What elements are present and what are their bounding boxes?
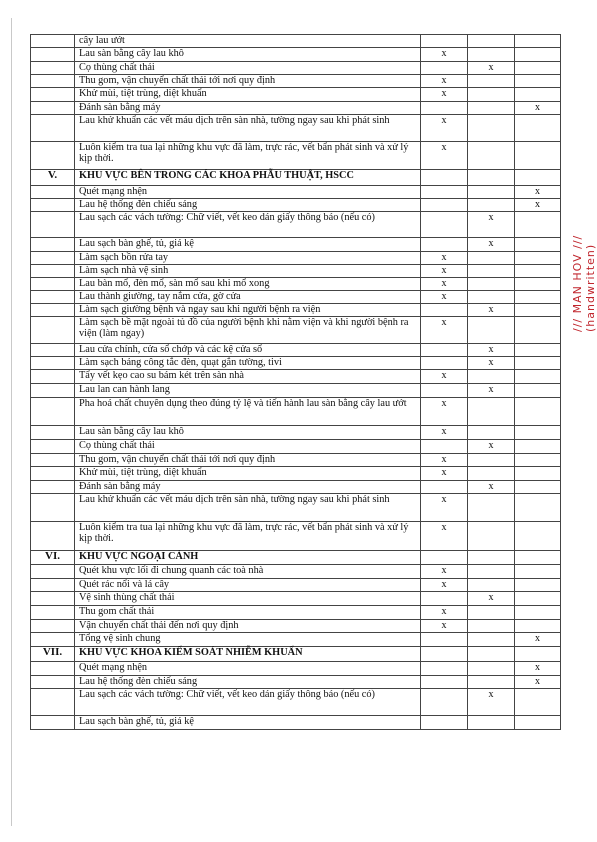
section-number-cell — [31, 264, 75, 277]
frequency-mark-col2 — [468, 675, 515, 688]
table-row — [31, 35, 561, 48]
frequency-mark-col2: x — [468, 439, 515, 453]
table-row — [31, 493, 561, 521]
frequency-mark-col1 — [421, 211, 468, 237]
frequency-mark-col3 — [515, 141, 561, 169]
table-row — [31, 466, 561, 480]
frequency-mark-col2: x — [468, 688, 515, 715]
frequency-mark-col2 — [468, 578, 515, 591]
frequency-mark-col3 — [515, 466, 561, 480]
table-row — [31, 521, 561, 550]
task-description-cell: Lau sạch các vách tường: Chữ viết, vết keo dán giấy thông báo (nếu có) — [75, 211, 421, 237]
frequency-mark-col1: x — [421, 114, 468, 141]
frequency-mark-col1: x — [421, 619, 468, 632]
section-title-cell: KHU VỰC BÊN TRONG CÁC KHOA PHẪU THUẬT, HSCC — [75, 169, 421, 185]
frequency-mark-col3 — [515, 619, 561, 632]
frequency-mark-col1 — [421, 715, 468, 729]
frequency-mark-col3: x — [515, 661, 561, 675]
section-number-cell: VI. — [31, 550, 75, 564]
frequency-mark-col1 — [421, 675, 468, 688]
frequency-mark-col3: x — [515, 185, 561, 198]
frequency-mark-col2 — [468, 290, 515, 303]
frequency-mark-col3 — [515, 521, 561, 550]
task-description-cell: Luôn kiểm tra tua lại những khu vực đã làm, trực rác, vết bẩn phát sinh và xử lý kịp thời. — [75, 141, 421, 169]
task-description-cell: Quét rác nổi và lá cây — [75, 578, 421, 591]
frequency-mark-col1: x — [421, 578, 468, 591]
section-number-cell — [31, 715, 75, 729]
task-description-cell: Lau hệ thống đèn chiếu sáng — [75, 675, 421, 688]
frequency-mark-col1 — [421, 439, 468, 453]
table-row — [31, 439, 561, 453]
table-row — [31, 47, 561, 61]
frequency-mark-col3 — [515, 303, 561, 316]
frequency-mark-col3: x — [515, 101, 561, 114]
table-row — [31, 211, 561, 237]
table-row — [31, 480, 561, 493]
task-description-cell: Lau sàn bằng cây lau khô — [75, 47, 421, 61]
section-number-cell — [31, 564, 75, 578]
frequency-mark-col1 — [421, 35, 468, 48]
frequency-mark-col1: x — [421, 466, 468, 480]
frequency-mark-col2 — [468, 101, 515, 114]
section-number-cell — [31, 251, 75, 264]
task-description-cell: Quét khu vực lối đi chung quanh các toà nhà — [75, 564, 421, 578]
section-number-cell — [31, 277, 75, 290]
section-number-cell — [31, 688, 75, 715]
frequency-mark-col3 — [515, 688, 561, 715]
section-number-cell — [31, 493, 75, 521]
section-number-cell — [31, 397, 75, 425]
table-row — [31, 251, 561, 264]
frequency-mark-col2 — [468, 661, 515, 675]
frequency-mark-col2: x — [468, 591, 515, 605]
table-row — [31, 369, 561, 383]
frequency-mark-col2: x — [468, 61, 515, 74]
frequency-mark-col1: x — [421, 264, 468, 277]
table-row — [31, 605, 561, 619]
frequency-mark-col2 — [468, 605, 515, 619]
binding-margin-line — [11, 18, 12, 826]
frequency-mark-col3 — [515, 251, 561, 264]
table-row — [31, 675, 561, 688]
task-description-cell: Tổng vệ sinh chung — [75, 632, 421, 646]
task-description-cell: Cọ thùng chất thải — [75, 61, 421, 74]
task-description-cell: Đánh sàn bằng máy — [75, 101, 421, 114]
frequency-mark-col1 — [421, 632, 468, 646]
frequency-mark-col1 — [421, 237, 468, 251]
task-description-cell: Làm sạch bảng công tắc đèn, quạt gắn tường, tivi — [75, 356, 421, 369]
frequency-mark-col1 — [421, 591, 468, 605]
frequency-mark-col2 — [468, 397, 515, 425]
task-description-cell: Lau thành giường, tay nắm cửa, gờ cửa — [75, 290, 421, 303]
frequency-mark-col1: x — [421, 316, 468, 343]
frequency-mark-col3 — [515, 74, 561, 87]
section-row — [31, 646, 561, 661]
table-row — [31, 661, 561, 675]
task-description-cell: Lau sạch bàn ghế, tủ, giá kệ — [75, 715, 421, 729]
section-number-cell — [31, 466, 75, 480]
frequency-mark-col3 — [515, 211, 561, 237]
frequency-mark-col3 — [515, 646, 561, 661]
frequency-mark-col3 — [515, 550, 561, 564]
frequency-mark-col2 — [468, 251, 515, 264]
table-row — [31, 688, 561, 715]
task-description-cell: Quét mạng nhện — [75, 661, 421, 675]
section-number-cell — [31, 383, 75, 397]
frequency-mark-col2: x — [468, 237, 515, 251]
frequency-mark-col1: x — [421, 369, 468, 383]
table-row — [31, 114, 561, 141]
frequency-mark-col1: x — [421, 277, 468, 290]
frequency-mark-col3: x — [515, 198, 561, 211]
task-description-cell: Thu gom chất thải — [75, 605, 421, 619]
section-title-cell: KHU VỰC NGOẠI CẢNH — [75, 550, 421, 564]
section-number-cell: V. — [31, 169, 75, 185]
frequency-mark-col1 — [421, 185, 468, 198]
frequency-mark-col3 — [515, 290, 561, 303]
frequency-mark-col3 — [515, 397, 561, 425]
table-row — [31, 316, 561, 343]
section-number-cell — [31, 101, 75, 114]
frequency-mark-col1: x — [421, 47, 468, 61]
frequency-mark-col2 — [468, 198, 515, 211]
task-description-cell: Đánh sàn bằng máy — [75, 480, 421, 493]
task-description-cell: Thu gom, vận chuyển chất thải tới nơi quy định — [75, 453, 421, 466]
task-description-cell: Khử mùi, tiệt trùng, diệt khuẩn — [75, 466, 421, 480]
section-number-cell — [31, 425, 75, 439]
frequency-mark-col3 — [515, 35, 561, 48]
table-row — [31, 141, 561, 169]
table-row — [31, 425, 561, 439]
frequency-mark-col3 — [515, 264, 561, 277]
frequency-mark-col1 — [421, 480, 468, 493]
section-number-cell — [31, 480, 75, 493]
task-description-cell: Lau khử khuẩn các vết máu dịch trên sàn nhà, tường ngay sau khi phát sinh — [75, 493, 421, 521]
section-number-cell — [31, 369, 75, 383]
table-row — [31, 185, 561, 198]
frequency-mark-col2: x — [468, 383, 515, 397]
frequency-mark-col3 — [515, 425, 561, 439]
task-description-cell: Lau lan can hành lang — [75, 383, 421, 397]
section-number-cell — [31, 619, 75, 632]
frequency-mark-col1: x — [421, 290, 468, 303]
task-description-cell: Làm sạch bồn rửa tay — [75, 251, 421, 264]
frequency-mark-col2 — [468, 316, 515, 343]
table-body — [31, 35, 561, 730]
table-row — [31, 237, 561, 251]
section-number-cell — [31, 453, 75, 466]
frequency-mark-col3 — [515, 578, 561, 591]
table-row — [31, 290, 561, 303]
frequency-mark-col3 — [515, 169, 561, 185]
frequency-mark-col1 — [421, 169, 468, 185]
section-number-cell — [31, 61, 75, 74]
table-row — [31, 619, 561, 632]
frequency-mark-col3 — [515, 47, 561, 61]
table-row — [31, 564, 561, 578]
section-number-cell — [31, 439, 75, 453]
frequency-mark-col2 — [468, 453, 515, 466]
frequency-mark-col2 — [468, 169, 515, 185]
frequency-mark-col2: x — [468, 211, 515, 237]
frequency-mark-col3 — [515, 277, 561, 290]
frequency-mark-col1 — [421, 688, 468, 715]
frequency-mark-col1: x — [421, 397, 468, 425]
frequency-mark-col3 — [515, 439, 561, 453]
task-description-cell: Làm sạch nhà vệ sinh — [75, 264, 421, 277]
table-row — [31, 87, 561, 101]
table-row — [31, 303, 561, 316]
section-number-cell — [31, 290, 75, 303]
frequency-mark-col2 — [468, 47, 515, 61]
frequency-mark-col1 — [421, 198, 468, 211]
task-description-cell: Lau sạch bàn ghế, tủ, giá kệ — [75, 237, 421, 251]
section-number-cell — [31, 578, 75, 591]
task-description-cell: Luôn kiểm tra tua lại những khu vực đã làm, trực rác, vết bẩn phát sinh và xử lý kịp thời. — [75, 521, 421, 550]
section-number-cell — [31, 141, 75, 169]
task-description-cell: Lau cửa chính, cửa sổ chớp và các kệ cửa sổ — [75, 343, 421, 356]
frequency-mark-col3 — [515, 237, 561, 251]
task-description-cell: Quét mạng nhện — [75, 185, 421, 198]
frequency-mark-col1 — [421, 101, 468, 114]
table-row — [31, 578, 561, 591]
frequency-mark-col3 — [515, 591, 561, 605]
section-number-cell — [31, 185, 75, 198]
frequency-mark-col1: x — [421, 493, 468, 521]
frequency-mark-col3 — [515, 605, 561, 619]
frequency-mark-col2 — [468, 264, 515, 277]
frequency-mark-col2 — [468, 35, 515, 48]
frequency-mark-col2 — [468, 425, 515, 439]
section-number-cell — [31, 605, 75, 619]
frequency-mark-col3 — [515, 383, 561, 397]
frequency-mark-col1 — [421, 661, 468, 675]
frequency-mark-col2 — [468, 87, 515, 101]
section-number-cell — [31, 198, 75, 211]
task-description-cell: Pha hoá chất chuyên dụng theo đúng tỷ lệ và tiến hành lau sàn bằng cây lau ướt — [75, 397, 421, 425]
frequency-mark-col3 — [515, 493, 561, 521]
frequency-mark-col3 — [515, 356, 561, 369]
frequency-mark-col2 — [468, 564, 515, 578]
frequency-mark-col3 — [515, 114, 561, 141]
frequency-mark-col2 — [468, 550, 515, 564]
section-number-cell — [31, 316, 75, 343]
frequency-mark-col3 — [515, 564, 561, 578]
frequency-mark-col3 — [515, 453, 561, 466]
frequency-mark-col2 — [468, 185, 515, 198]
frequency-mark-col2: x — [468, 343, 515, 356]
section-number-cell — [31, 87, 75, 101]
section-number-cell — [31, 47, 75, 61]
frequency-mark-col2 — [468, 646, 515, 661]
section-number-cell — [31, 632, 75, 646]
task-description-cell: Lau hệ thống đèn chiếu sáng — [75, 198, 421, 211]
section-number-cell — [31, 521, 75, 550]
frequency-mark-col2 — [468, 141, 515, 169]
table-row — [31, 101, 561, 114]
table-row — [31, 264, 561, 277]
frequency-mark-col2 — [468, 466, 515, 480]
frequency-mark-col2 — [468, 632, 515, 646]
frequency-mark-col1: x — [421, 521, 468, 550]
section-number-cell — [31, 211, 75, 237]
task-description-cell: Làm sạch bề mặt ngoài tủ đồ của người bệnh khi nằm viện và khi người bệnh ra viện (làm ngay) — [75, 316, 421, 343]
frequency-mark-col3 — [515, 715, 561, 729]
section-number-cell — [31, 675, 75, 688]
frequency-mark-col3: x — [515, 632, 561, 646]
frequency-mark-col3 — [515, 343, 561, 356]
frequency-mark-col1: x — [421, 564, 468, 578]
section-number-cell: VII. — [31, 646, 75, 661]
table-row — [31, 397, 561, 425]
table-row — [31, 715, 561, 729]
frequency-mark-col3: x — [515, 675, 561, 688]
frequency-mark-col1: x — [421, 251, 468, 264]
frequency-mark-col1 — [421, 550, 468, 564]
section-number-cell — [31, 237, 75, 251]
task-description-cell: Khử mùi, tiệt trùng, diệt khuẩn — [75, 87, 421, 101]
frequency-mark-col3 — [515, 369, 561, 383]
table-row — [31, 198, 561, 211]
task-description-cell: Vệ sinh thùng chất thải — [75, 591, 421, 605]
section-number-cell — [31, 114, 75, 141]
section-number-cell — [31, 35, 75, 48]
table-row — [31, 356, 561, 369]
task-description-cell: Làm sạch giường bệnh và ngay sau khi người bệnh ra viện — [75, 303, 421, 316]
section-number-cell — [31, 303, 75, 316]
task-description-cell: Lau sạch các vách tường: Chữ viết, vết keo dán giấy thông báo (nếu có) — [75, 688, 421, 715]
frequency-mark-col2 — [468, 521, 515, 550]
frequency-mark-col2 — [468, 277, 515, 290]
frequency-mark-col3 — [515, 480, 561, 493]
frequency-mark-col2 — [468, 619, 515, 632]
frequency-mark-col3 — [515, 316, 561, 343]
frequency-mark-col1 — [421, 356, 468, 369]
frequency-mark-col3 — [515, 87, 561, 101]
handwritten-margin-note: /// MAN HOV /// (handwritten) — [571, 234, 597, 332]
cleaning-schedule-table — [30, 34, 561, 730]
frequency-mark-col2 — [468, 74, 515, 87]
frequency-mark-col1 — [421, 343, 468, 356]
frequency-mark-col1 — [421, 303, 468, 316]
task-description-cell: Lau khử khuẩn các vết máu dịch trên sàn nhà, tường ngay sau khi phát sinh — [75, 114, 421, 141]
section-number-cell — [31, 356, 75, 369]
section-row — [31, 169, 561, 185]
task-description-cell: Lau sàn bằng cây lau khô — [75, 425, 421, 439]
frequency-mark-col2: x — [468, 356, 515, 369]
frequency-mark-col1: x — [421, 425, 468, 439]
task-description-cell: Tẩy vết kẹo cao su bám két trên sàn nhà — [75, 369, 421, 383]
table-row — [31, 61, 561, 74]
task-description-cell: Vận chuyển chất thải đến nơi quy định — [75, 619, 421, 632]
frequency-mark-col2 — [468, 114, 515, 141]
frequency-mark-col1: x — [421, 453, 468, 466]
section-number-cell — [31, 343, 75, 356]
frequency-mark-col1: x — [421, 87, 468, 101]
section-number-cell — [31, 661, 75, 675]
frequency-mark-col2 — [468, 493, 515, 521]
table-row — [31, 343, 561, 356]
table-row — [31, 632, 561, 646]
frequency-mark-col1: x — [421, 605, 468, 619]
frequency-mark-col1 — [421, 383, 468, 397]
frequency-mark-col1: x — [421, 74, 468, 87]
table-row — [31, 74, 561, 87]
frequency-mark-col2 — [468, 715, 515, 729]
frequency-mark-col2 — [468, 369, 515, 383]
table-row — [31, 277, 561, 290]
frequency-mark-col3 — [515, 61, 561, 74]
task-description-cell: cây lau ướt — [75, 35, 421, 48]
task-description-cell: Thu gom, vận chuyển chất thải tới nơi quy định — [75, 74, 421, 87]
frequency-mark-col1 — [421, 61, 468, 74]
frequency-mark-col1 — [421, 646, 468, 661]
section-number-cell — [31, 591, 75, 605]
frequency-mark-col2: x — [468, 303, 515, 316]
section-row — [31, 550, 561, 564]
task-description-cell: Cọ thùng chất thải — [75, 439, 421, 453]
table-row — [31, 591, 561, 605]
frequency-mark-col1: x — [421, 141, 468, 169]
section-title-cell: KHU VỰC KHOA KIỂM SOÁT NHIỄM KHUẨN — [75, 646, 421, 661]
task-description-cell: Lau bàn mổ, đèn mổ, sàn mổ sau khi mổ xong — [75, 277, 421, 290]
frequency-mark-col2: x — [468, 480, 515, 493]
table-row — [31, 383, 561, 397]
section-number-cell — [31, 74, 75, 87]
table-row — [31, 453, 561, 466]
